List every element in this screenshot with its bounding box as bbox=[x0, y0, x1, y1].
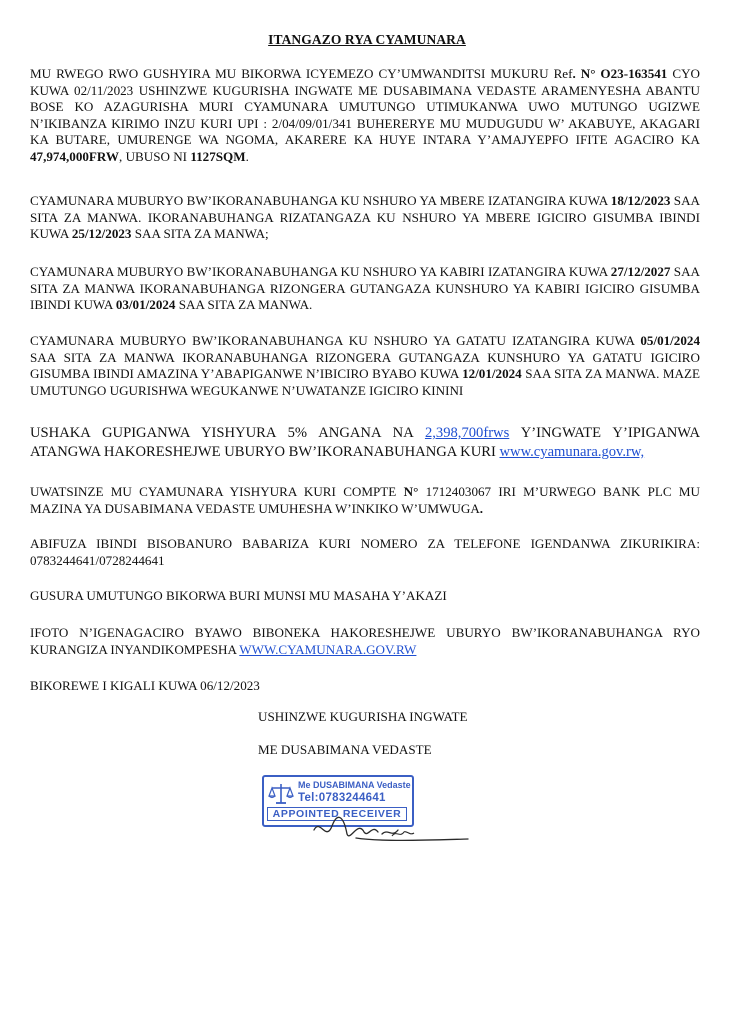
payment-text-cont: 1712403067 IRI M’URWEGO BANK PLC MU MAZINA YA DUSABIMANA VEDASTE UMUHESHA W’INKIKO W’UMWUGA bbox=[30, 484, 700, 516]
third-round-start-date: 05/01/2024 bbox=[640, 333, 700, 348]
paragraph-first-round bbox=[30, 193, 700, 243]
property-value: 47,974,000FRW bbox=[30, 148, 120, 164]
second-round-start-date: 27/12/2027 bbox=[610, 264, 671, 279]
signatory-name: ME DUSABIMANA VEDASTE bbox=[258, 742, 432, 757]
paragraph-deposit bbox=[30, 424, 700, 462]
stamp-name: Me DUSABIMANA Vedaste bbox=[298, 780, 411, 790]
paragraph-payment bbox=[30, 484, 700, 517]
notice-title: ITANGAZO RYA CYAMUNARA bbox=[268, 32, 466, 47]
intro-text: MU RWEGO RWO GUSHYIRA MU BIKORWA ICYEMEZO CY’UMWANDITSI MUKURU Ref bbox=[30, 66, 573, 81]
deposit-text-cont: Y’INGWATE Y’IPIGANWA ATANGWA HAKORESHEJWE UBURYO BW’IKORANABUHANGA KURI bbox=[30, 425, 700, 460]
paragraph-photos bbox=[30, 625, 700, 658]
cyamunara-website-link-upper[interactable]: WWW.CYAMUNARA.GOV.RW bbox=[239, 641, 417, 657]
third-round-text-cont: SAA SITA ZA MANWA IKORANABUHANGA RIZONGERA GUTANGAZA KUNSHURO YA GATATU IGICIRO GISUMBA IBINDI AMAZINA Y’ABAPIGANWE N’IBICIRO BYABO KUWA bbox=[30, 349, 700, 381]
stamp-role: APPOINTED RECEIVER bbox=[267, 807, 407, 821]
first-round-start-date: 18/12/2023 bbox=[610, 193, 671, 208]
first-round-result-date: 25/12/2023 bbox=[71, 226, 132, 241]
intro-text-cont: CYO KUWA 02/11/2023 USHINZWE KUGURISHA INGWATE ME DUSABIMANA VEDASTE ARAMENYESHA ABANTU BOSE KO AZAGURISHA MURI CYAMUNARA UMUTUNGO UTIMUKANWA UWO MUTUNGO UGIZWE N’IKIBANZA KIRIMO INZU KURI UPI : 2/04/09/01/341 BUHERERYE MU MUDUGUDU W’ AKABUYE, AKAGARI KA BUTARE, UMURENGE WA NGOMA, AKARERE KA HUYE INTARA Y’AMAJYEPFO IFITE AGACIRO KA bbox=[30, 66, 700, 147]
cyamunara-website-link[interactable]: www.cyamunara.gov.rw, bbox=[499, 444, 645, 460]
scales-of-justice-icon bbox=[268, 781, 294, 807]
paragraph-visit: GUSURA UMUTUNGO BIKORWA BURI MUNSI MU MASAHA Y’AKAZI bbox=[30, 588, 447, 603]
signatory-role: USHINZWE KUGURISHA INGWATE bbox=[258, 709, 468, 724]
issue-date-line: BIKOREWE I KIGALI KUWA 06/12/2023 bbox=[30, 678, 260, 693]
account-number-label: N° bbox=[403, 484, 419, 499]
paragraph-contact: ABIFUZA IBINDI BISOBANURO BABARIZA KURI NOMERO ZA TELEFONE IGENDANWA ZIKURIKIRA: 0783244641/0728244641 bbox=[30, 536, 700, 568]
payment-end: . bbox=[479, 500, 484, 516]
first-round-text-end: SAA SITA ZA MANWA; bbox=[131, 226, 269, 241]
paragraph-intro bbox=[30, 66, 700, 165]
deposit-text: USHAKA GUPIGANWA YISHYURA 5% ANGANA NA bbox=[30, 425, 425, 441]
reference-number: . N° O23-163541 bbox=[572, 66, 668, 81]
handwritten-signature bbox=[292, 808, 472, 848]
third-round-text: CYAMUNARA MUBURYO BW’IKORANABUHANGA KU NSHURO YA GATATU IZATANGIRA KUWA bbox=[30, 333, 641, 348]
first-round-text-cont: SAA SITA ZA MANWA. IKORANABUHANGA RIZATANGAZA KU NSHURO YA MBERE IGICIRO GISUMBA IBINDI KUWA bbox=[30, 193, 701, 241]
deposit-amount-link[interactable]: 2,398,700frws bbox=[424, 425, 510, 441]
payment-text: UWATSINZE MU CYAMUNARA YISHYURA KURI COMPTE bbox=[30, 484, 404, 499]
photos-text: IFOTO N’IGENAGACIRO BYAWO BIBONEKA HAKORESHEJWE UBURYO BW’IKORANABUHANGA RYO KURANGIZA INYANDIKOMPESHA bbox=[30, 625, 700, 657]
second-round-text: CYAMUNARA MUBURYO BW’IKORANABUHANGA KU NSHURO YA KABIRI IZATANGIRA KUWA bbox=[30, 264, 611, 279]
third-round-text-end: SAA SITA ZA MANWA. MAZE UMUTUNGO UGURISHWA WEGUKANWE N’UWATANZE IGICIRO KININI bbox=[30, 366, 700, 398]
property-area: 1127SQM bbox=[190, 148, 246, 164]
second-round-result-date: 03/01/2024 bbox=[115, 297, 176, 312]
stamp-phone: Tel:0783244641 bbox=[298, 792, 386, 804]
first-round-text: CYAMUNARA MUBURYO BW’IKORANABUHANGA KU NSHURO YA MBERE IZATANGIRA KUWA bbox=[30, 193, 611, 208]
intro-text-area-label: , UBUSO NI bbox=[119, 148, 191, 164]
intro-end: . bbox=[245, 148, 249, 164]
second-round-text-end: SAA SITA ZA MANWA. bbox=[175, 297, 313, 312]
third-round-result-date: 12/01/2024 bbox=[462, 366, 522, 381]
second-round-text-cont: SAA SITA ZA MANWA IKORANABUHANGA RIZONGERA GUTANGAZA KUNSHURO YA KABIRI IGICIRO GISUMBA IBINDI KUWA bbox=[30, 264, 701, 312]
paragraph-third-round bbox=[30, 333, 700, 399]
paragraph-second-round bbox=[30, 264, 700, 314]
